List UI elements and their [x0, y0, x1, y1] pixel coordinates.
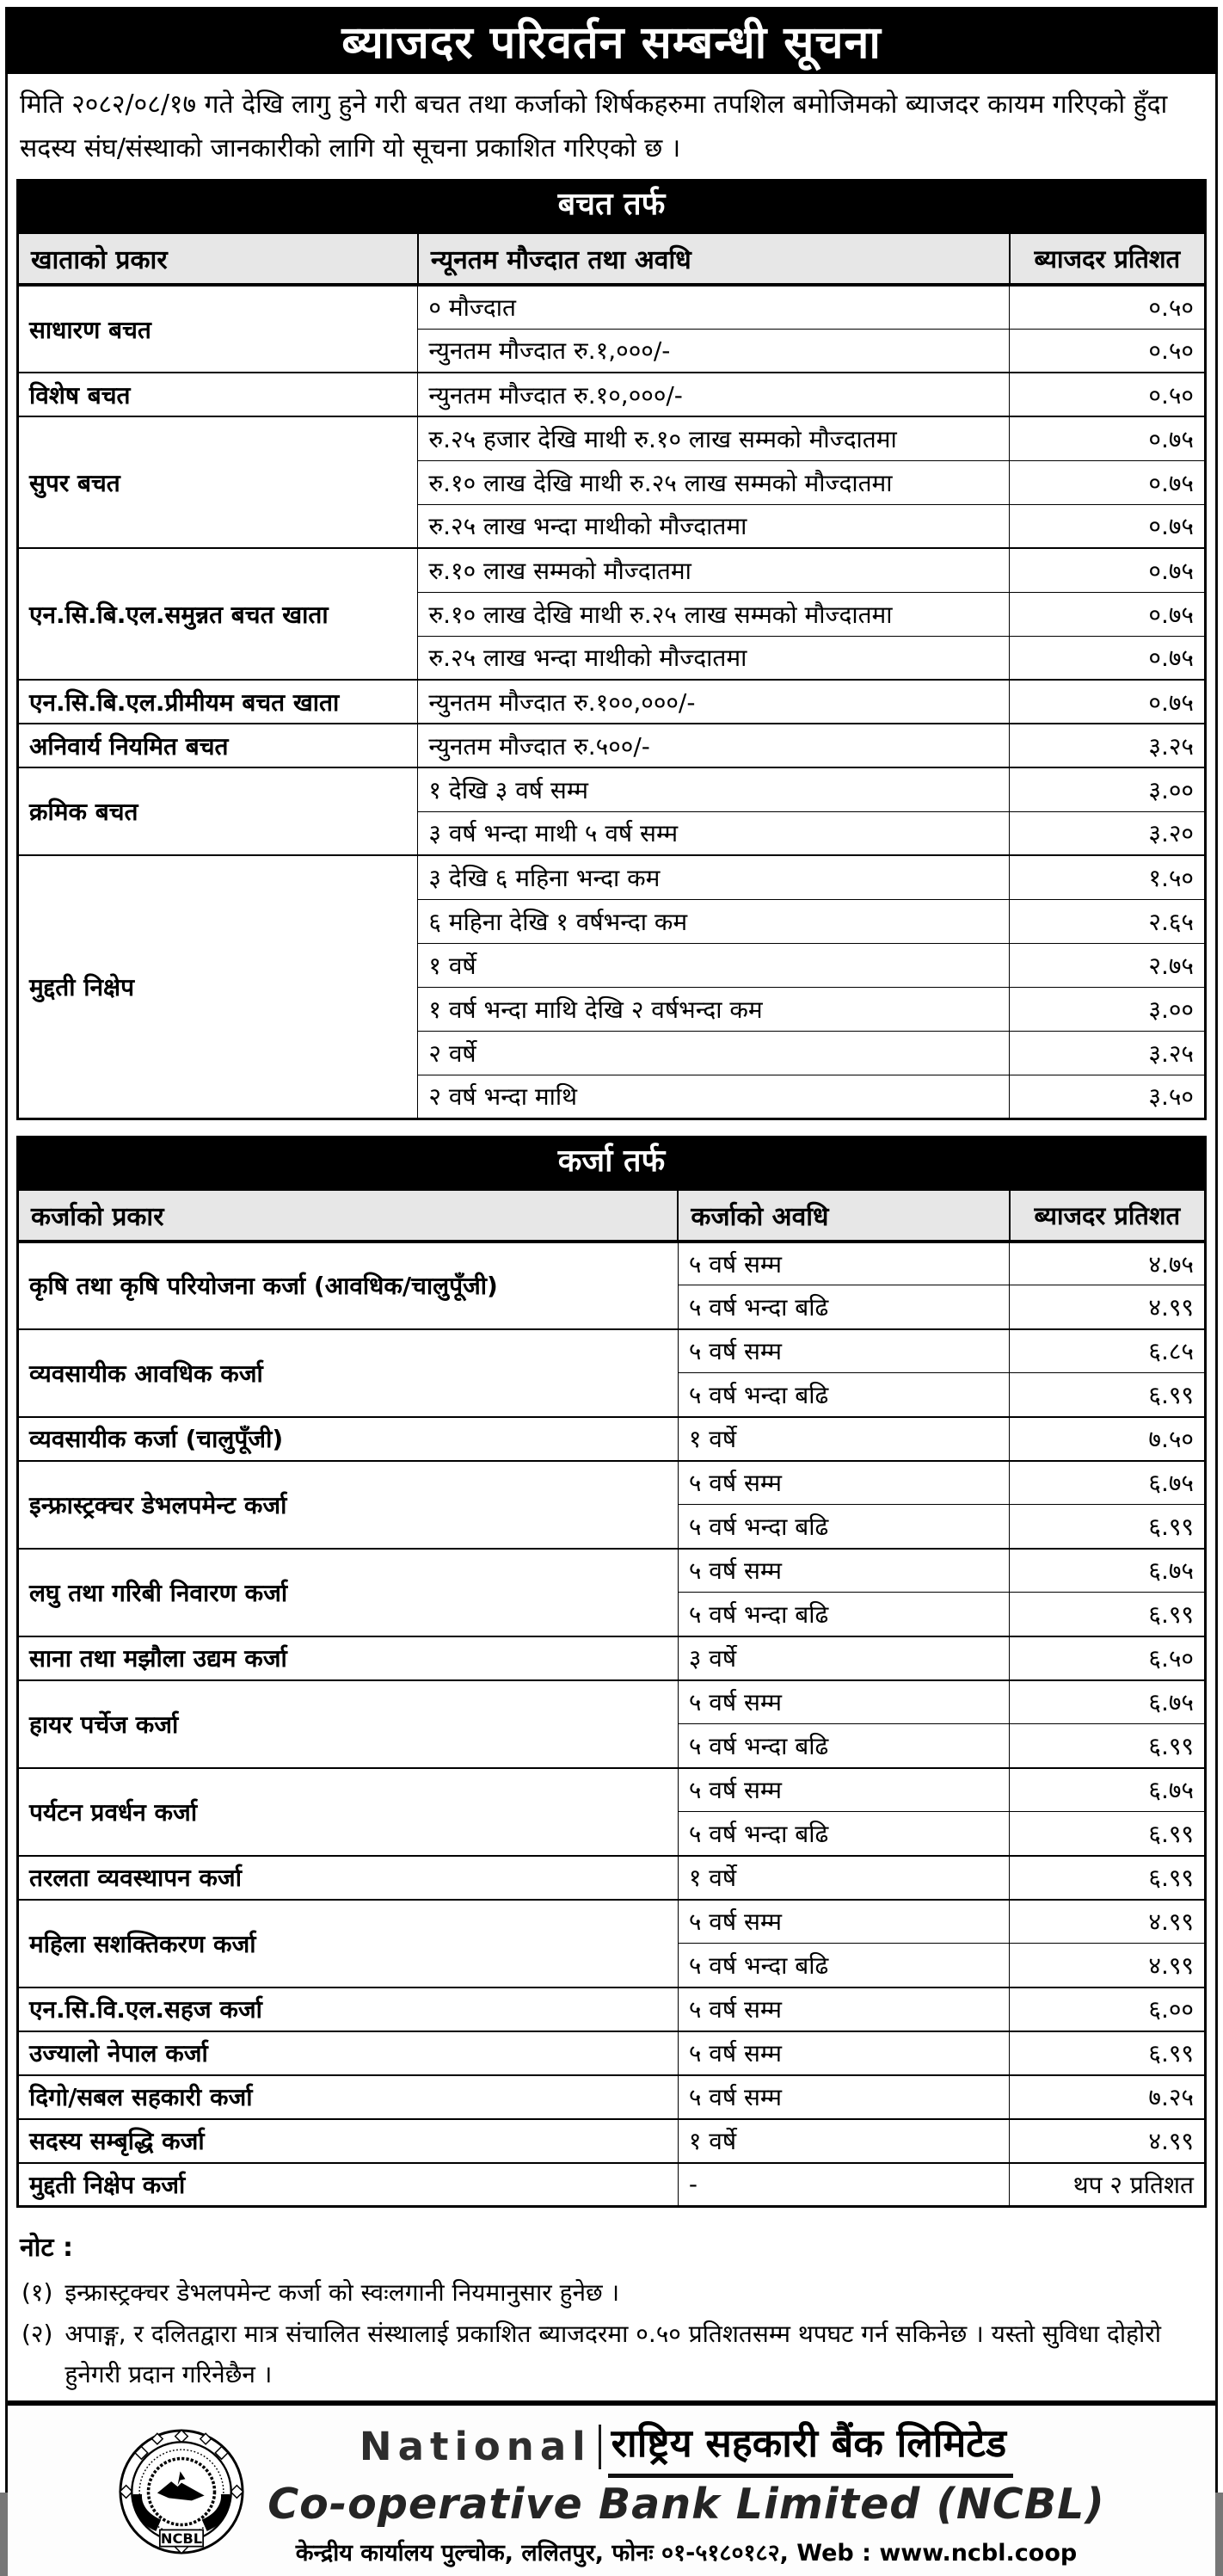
loan-type-cell: मुद्दती निक्षेप कर्जा	[18, 2163, 679, 2207]
savings-detail-cell: न्युनतम मौज्दात रु.५००/-	[418, 724, 1010, 767]
savings-row	[18, 855, 1206, 899]
savings-row	[18, 767, 1206, 811]
savings-rate-cell: ०.७५	[1010, 636, 1206, 680]
ncbl-emblem-icon	[118, 2428, 245, 2555]
savings-col-header-balance-period: न्यूनतम मौज्दात तथा अवधि	[418, 233, 1010, 286]
loan-row	[18, 1461, 1206, 1505]
loan-rate-cell: ४.९९	[1010, 1900, 1206, 1944]
loan-type-cell: सदस्य सम्बृद्धि कर्जा	[18, 2119, 679, 2163]
notes-section	[8, 2218, 1215, 2400]
savings-rate-cell: ३.२०	[1010, 811, 1206, 855]
loan-row	[18, 1768, 1206, 1812]
savings-detail-cell: न्युनतम मौज्दात रु.१,०००/-	[418, 329, 1010, 373]
savings-detail-cell: रु.१० लाख सम्मको मौज्दातमा	[418, 548, 1010, 592]
loan-rate-cell: ७.२५	[1010, 2075, 1206, 2119]
savings-rate-cell: २.६५	[1010, 899, 1206, 943]
loan-row	[18, 1417, 1206, 1461]
savings-rates-table	[16, 231, 1207, 1120]
loan-rate-cell: ६.५०	[1010, 1636, 1206, 1680]
loan-rate-cell: ४.९९	[1010, 2119, 1206, 2163]
loan-rate-cell: थप २ प्रतिशत	[1010, 2163, 1206, 2207]
loan-detail-cell: ५ वर्ष सम्म	[678, 1768, 1009, 1812]
loan-row	[18, 1856, 1206, 1900]
savings-detail-cell: ६ महिना देखि १ वर्षभन्दा कम	[418, 899, 1010, 943]
note-item-2	[20, 2314, 1203, 2395]
loan-detail-cell: १ वर्षे	[678, 2119, 1009, 2163]
savings-rate-cell: ०.७५	[1010, 680, 1206, 724]
savings-header-row	[18, 233, 1206, 286]
loan-detail-cell: ५ वर्ष भन्दा बढि	[678, 1373, 1009, 1417]
loan-section	[16, 1136, 1207, 2209]
note-number: (१)	[22, 2278, 53, 2307]
loan-type-cell: इन्फ्रास्ट्रक्चर डेभलपमेन्ट कर्जा	[18, 1461, 679, 1549]
loan-rate-cell: ६.७५	[1010, 1549, 1206, 1593]
savings-section	[16, 179, 1207, 1120]
loan-detail-cell: ५ वर्ष भन्दा बढि	[678, 1812, 1009, 1856]
savings-detail-cell: १ देखि ३ वर्ष सम्म	[418, 767, 1010, 811]
loan-row	[18, 1242, 1206, 1285]
loan-rate-cell: ६.९९	[1010, 1593, 1206, 1636]
loan-detail-cell: ३ वर्षे	[678, 1636, 1009, 1680]
loan-type-cell: पर्यटन प्रवर्धन कर्जा	[18, 1768, 679, 1856]
savings-detail-cell: रु.२५ लाख भन्दा माथीको मौज्दातमा	[418, 504, 1010, 548]
loan-row	[18, 2119, 1206, 2163]
loan-row	[18, 1636, 1206, 1680]
savings-detail-cell: २ वर्ष भन्दा माथि	[418, 1075, 1010, 1119]
notice-title-bar	[5, 7, 1218, 74]
savings-row	[18, 680, 1206, 724]
loan-detail-cell: ५ वर्ष सम्म	[678, 1900, 1009, 1944]
loan-detail-cell: ५ वर्ष भन्दा बढि	[678, 1505, 1009, 1549]
savings-type-cell: सुपर बचत	[18, 416, 418, 548]
notice-title: ब्याजदर परिवर्तन सम्बन्धी सूचना	[341, 16, 882, 69]
savings-rate-cell: ३.००	[1010, 987, 1206, 1031]
savings-rate-cell: ०.७५	[1010, 504, 1206, 548]
loan-row	[18, 2031, 1206, 2075]
loan-detail-cell: १ वर्षे	[678, 1417, 1009, 1461]
savings-detail-cell: ३ देखि ६ महिना भन्दा कम	[418, 855, 1010, 899]
savings-rate-cell: ३.००	[1010, 767, 1206, 811]
loan-rate-cell: ६.९९	[1010, 2031, 1206, 2075]
savings-detail-cell: रु.१० लाख देखि माथी रु.२५ लाख सम्मको मौज्दातमा	[418, 592, 1010, 636]
savings-detail-cell: २ वर्षे	[418, 1031, 1010, 1075]
savings-rate-cell: ३.२५	[1010, 1031, 1206, 1075]
loan-row	[18, 1549, 1206, 1593]
loan-rate-cell: ६.९९	[1010, 1856, 1206, 1900]
loan-type-cell: एन.सि.वि.एल.सहज कर्जा	[18, 1987, 679, 2031]
savings-type-cell: मुद्दती निक्षेप	[18, 855, 418, 1119]
savings-rate-cell: ०.५०	[1010, 329, 1206, 373]
loan-detail-cell: ५ वर्ष सम्म	[678, 1549, 1009, 1593]
loan-type-cell: कृषि तथा कृषि परियोजना कर्जा (आवधिक/चालुपूँजी)	[18, 1242, 679, 1329]
savings-rate-cell: ०.७५	[1010, 460, 1206, 504]
note-item-1	[20, 2272, 1203, 2314]
loan-detail-cell: ५ वर्ष सम्म	[678, 1987, 1009, 2031]
savings-detail-cell: १ वर्ष भन्दा माथि देखि २ वर्षभन्दा कम	[418, 987, 1010, 1031]
loan-rate-cell: ६.९९	[1010, 1812, 1206, 1856]
loan-rate-cell: ६.९९	[1010, 1505, 1206, 1549]
loan-type-cell: व्यवसायीक कर्जा (चालुपूँजी)	[18, 1417, 679, 1461]
loan-detail-cell: ५ वर्ष भन्दा बढि	[678, 1593, 1009, 1636]
savings-detail-cell: रु.१० लाख देखि माथी रु.२५ लाख सम्मको मौज्दातमा	[418, 460, 1010, 504]
footer-bank-block	[8, 2400, 1215, 2576]
loan-detail-cell: ५ वर्ष भन्दा बढि	[678, 1285, 1009, 1329]
loan-row	[18, 1900, 1206, 1944]
savings-col-header-account-type: खाताको प्रकार	[18, 233, 418, 286]
note-number: (२)	[22, 2319, 53, 2348]
savings-rate-cell: ०.५०	[1010, 285, 1206, 329]
loan-detail-cell: ५ वर्ष सम्म	[678, 1461, 1009, 1505]
notes-label: नोट :	[20, 2233, 73, 2263]
loan-type-cell: महिला सशक्तिकरण कर्जा	[18, 1900, 679, 1987]
ncbl-logo-text: NCBL	[161, 2530, 203, 2547]
savings-type-cell: साधारण बचत	[18, 285, 418, 373]
footer-address: केन्द्रीय कार्यालय पुल्चोक, ललितपुर, फोनः ०१-५१८०१८२, Web : www.ncbl.coop	[295, 2539, 1078, 2567]
loan-header-row	[18, 1189, 1206, 1242]
savings-rate-cell: ३.२५	[1010, 724, 1206, 767]
loan-rate-cell: ६.७५	[1010, 1680, 1206, 1724]
loan-row	[18, 2075, 1206, 2119]
loan-detail-cell: ५ वर्ष सम्म	[678, 2075, 1009, 2119]
savings-rate-cell: ०.७५	[1010, 548, 1206, 592]
loan-detail-cell: ५ वर्ष भन्दा बढि	[678, 1724, 1009, 1768]
loan-type-cell: दिगो/सबल सहकारी कर्जा	[18, 2075, 679, 2119]
loan-detail-cell: ५ वर्ष भन्दा बढि	[678, 1944, 1009, 1987]
loan-rate-cell: ७.५०	[1010, 1417, 1206, 1461]
brand-english-name: Co-operative Bank Limited (NCBL)	[267, 2479, 1105, 2529]
savings-detail-cell: न्युनतम मौज्दात रु.१०,०००/-	[418, 373, 1010, 416]
savings-rate-cell: १.५०	[1010, 855, 1206, 899]
loan-table-body	[18, 1242, 1206, 2207]
loan-type-cell: व्यवसायीक आवधिक कर्जा	[18, 1329, 679, 1417]
savings-rate-cell: ०.७५	[1010, 592, 1206, 636]
savings-row	[18, 373, 1206, 416]
savings-section-title: बचत तर्फ	[16, 179, 1207, 231]
brand-block	[267, 2416, 1105, 2567]
content-frame	[5, 74, 1218, 2567]
savings-rate-cell: ०.७५	[1010, 416, 1206, 460]
loan-rate-cell: ६.००	[1010, 1987, 1206, 2031]
savings-rate-cell: ३.५०	[1010, 1075, 1206, 1119]
savings-detail-cell: रु.२५ लाख भन्दा माथीको मौज्दातमा	[418, 636, 1010, 680]
loan-rate-cell: ६.९९	[1010, 1373, 1206, 1417]
loan-type-cell: साना तथा मझौला उद्यम कर्जा	[18, 1636, 679, 1680]
brand-nepali-name: राष्ट्रिय सहकारी बैंक लिमिटेड	[608, 2416, 1013, 2478]
loan-detail-cell: १ वर्षे	[678, 1856, 1009, 1900]
savings-col-header-rate: ब्याजदर प्रतिशत	[1010, 233, 1206, 286]
savings-type-cell: एन.सि.बि.एल.समुन्नत बचत खाता	[18, 548, 418, 680]
savings-type-cell: विशेष बचत	[18, 373, 418, 416]
savings-rate-cell: ०.५०	[1010, 373, 1206, 416]
loan-detail-cell: ५ वर्ष सम्म	[678, 2031, 1009, 2075]
loan-type-cell: लघु तथा गरिबी निवारण कर्जा	[18, 1549, 679, 1636]
loan-rate-cell: ४.७५	[1010, 1242, 1206, 1285]
note-text: इन्फ्रास्ट्रक्चर डेभलपमेन्ट कर्जा को स्वःलगानी नियमानुसार हुनेछ ।	[65, 2278, 620, 2307]
brand-national-text: National	[359, 2424, 592, 2470]
loan-rate-cell: ४.९९	[1010, 1944, 1206, 1987]
loan-row	[18, 1987, 1206, 2031]
loan-detail-cell: ५ वर्ष सम्म	[678, 1242, 1009, 1285]
savings-row	[18, 548, 1206, 592]
savings-type-cell: अनिवार्य नियमित बचत	[18, 724, 418, 767]
savings-detail-cell: १ वर्षे	[418, 943, 1010, 987]
brand-divider	[599, 2425, 601, 2469]
savings-row	[18, 724, 1206, 767]
savings-table-body	[18, 285, 1206, 1119]
savings-type-cell: एन.सि.बि.एल.प्रीमीयम बचत खाता	[18, 680, 418, 724]
loan-row	[18, 2163, 1206, 2207]
loan-detail-cell: ५ वर्ष सम्म	[678, 1329, 1009, 1373]
loan-rate-cell: ६.७५	[1010, 1461, 1206, 1505]
loan-row	[18, 1329, 1206, 1373]
note-text: अपाङ्ग, र दलितद्वारा मात्र संचालित संस्थालाई प्रकाशित ब्याजदरमा ०.५० प्रतिशतसम्म थपघट गर्न सकिनेछ । यस्तो सुविधा दोहोरो हुनेगरी प्रदान गरिनेछैन ।	[65, 2319, 1161, 2389]
brand-line-top	[360, 2416, 1013, 2478]
savings-detail-cell: ३ वर्ष भन्दा माथी ५ वर्ष सम्म	[418, 811, 1010, 855]
loan-rate-cell: ६.९९	[1010, 1724, 1206, 1768]
loan-type-cell: हायर पर्चेज कर्जा	[18, 1680, 679, 1768]
loan-col-header-loan-type: कर्जाको प्रकार	[18, 1189, 679, 1242]
savings-detail-cell: न्युनतम मौज्दात रु.१००,०००/-	[418, 680, 1010, 724]
loan-detail-cell: -	[678, 2163, 1009, 2207]
loan-type-cell: उज्यालो नेपाल कर्जा	[18, 2031, 679, 2075]
savings-detail-cell: रु.२५ हजार देखि माथी रु.१० लाख सम्मको मौज्दातमा	[418, 416, 1010, 460]
intro-paragraph: मिति २०८२/०८/१७ गते देखि लागु हुने गरी बचत तथा कर्जाको शिर्षकहरुमा तपशिल बमोजिमको ब्याजदर कायम गरिएको हुँदा सदस्य संघ/संस्थाको जानकारीको लागि यो सूचना प्रकाशित गरिएको छ ।	[20, 89, 1168, 163]
savings-type-cell: क्रमिक बचत	[18, 767, 418, 855]
loan-rate-cell: ४.९९	[1010, 1285, 1206, 1329]
loan-detail-cell: ५ वर्ष सम्म	[678, 1680, 1009, 1724]
loan-rate-cell: ६.७५	[1010, 1768, 1206, 1812]
loan-rate-cell: ६.८५	[1010, 1329, 1206, 1373]
savings-row	[18, 285, 1206, 329]
savings-rate-cell: २.७५	[1010, 943, 1206, 987]
savings-detail-cell: ० मौज्दात	[418, 285, 1010, 329]
loan-col-header-rate: ब्याजदर प्रतिशत	[1010, 1189, 1206, 1242]
loan-rates-table	[16, 1188, 1207, 2209]
loan-col-header-period: कर्जाको अवधि	[678, 1189, 1009, 1242]
savings-row	[18, 416, 1206, 460]
loan-section-title: कर्जा तर्फ	[16, 1136, 1207, 1188]
loan-row	[18, 1680, 1206, 1724]
loan-type-cell: तरलता व्यवस्थापन कर्जा	[18, 1856, 679, 1900]
